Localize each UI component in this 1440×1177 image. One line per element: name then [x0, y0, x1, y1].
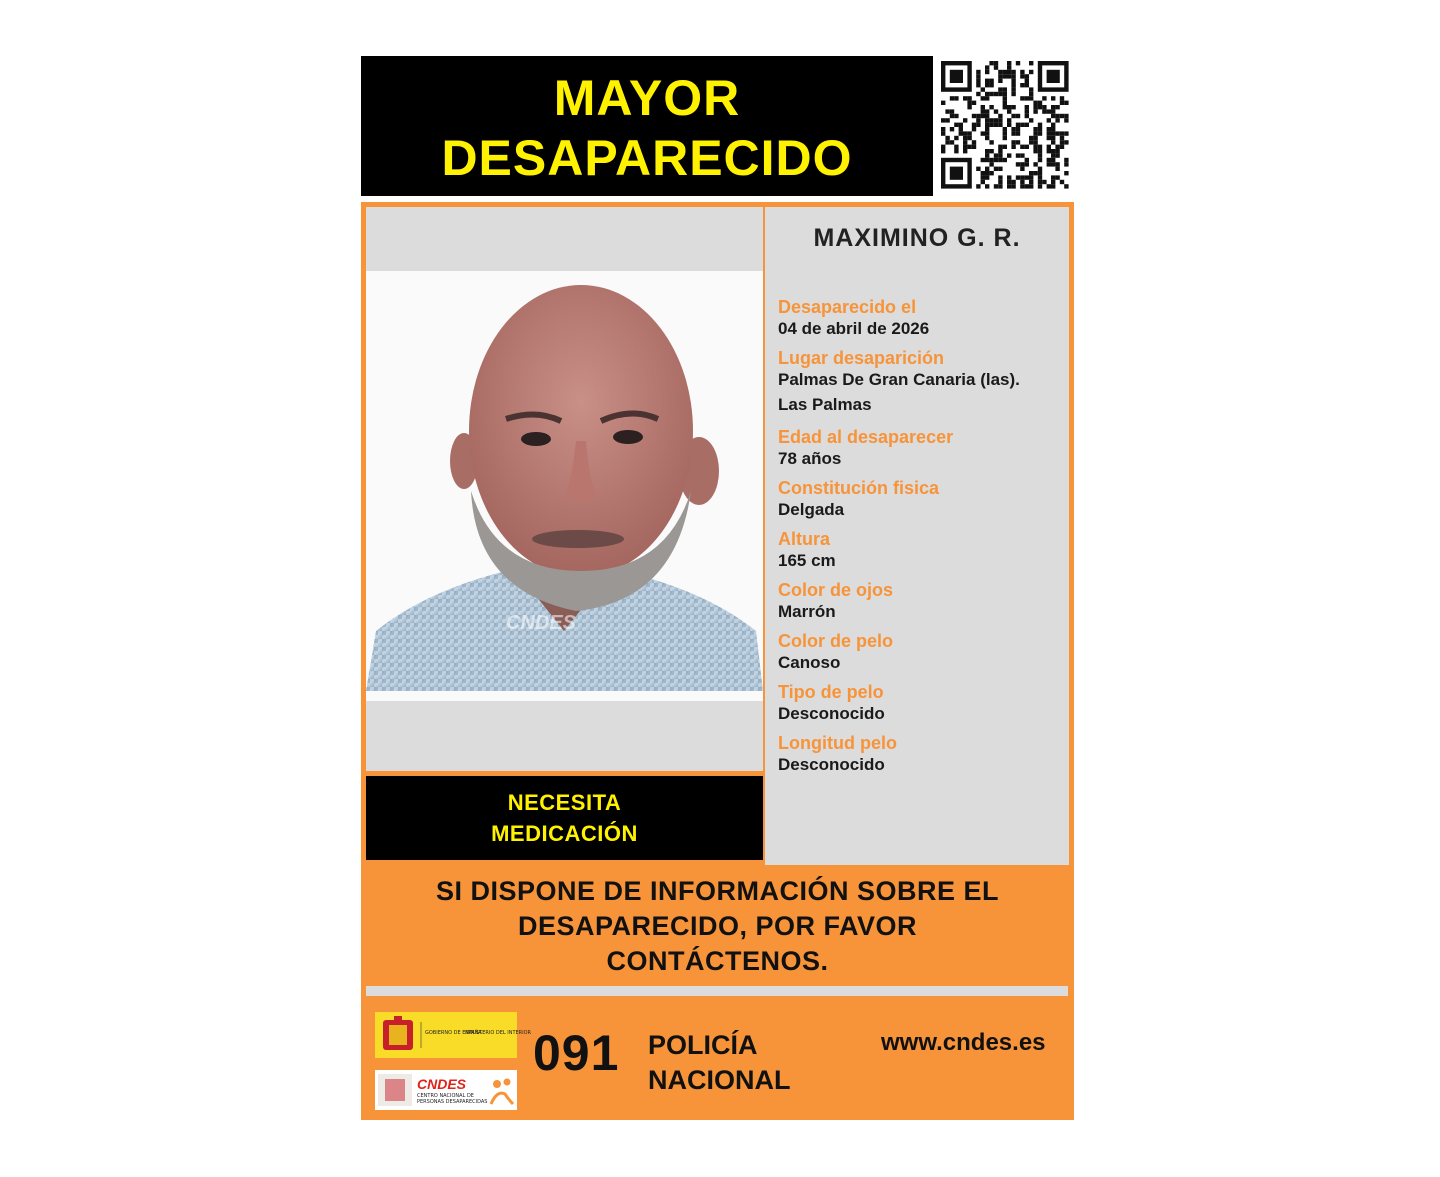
person-name: MAXIMINO G. R. — [813, 224, 1021, 252]
field-label: Altura — [778, 529, 831, 549]
field-missing-place — [778, 348, 1068, 419]
qr-code-icon[interactable] — [936, 56, 1074, 196]
field-label: Lugar desaparición — [778, 348, 945, 368]
poster-body-frame — [361, 202, 1074, 1120]
gov-logo-text-1: GOBIERNO DE ESPAÑA — [425, 1030, 482, 1036]
phone-number[interactable]: 091 — [533, 1025, 620, 1081]
cta-line-1: SI DISPONE DE INFORMACIÓN SOBRE EL — [435, 876, 1000, 906]
field-eye-color — [778, 580, 1068, 623]
field-label: Color de ojos — [778, 580, 894, 600]
police-line-1: POLICÍA — [648, 1030, 758, 1060]
field-value: Delgada — [778, 500, 845, 519]
photo-watermark: CNDES — [506, 612, 577, 634]
field-value: Canoso — [778, 653, 841, 672]
divider — [366, 986, 1068, 996]
field-label: Color de pelo — [778, 631, 894, 651]
website-link[interactable]: www.cndes.es — [881, 1029, 1046, 1056]
missing-person-poster — [361, 56, 1074, 1120]
cndes-logo-icon — [375, 1070, 517, 1110]
title-line-2: DESAPARECIDO — [441, 130, 853, 186]
field-value: 78 años — [778, 449, 842, 468]
field-age — [778, 427, 1068, 470]
field-label: Desaparecido el — [778, 297, 917, 317]
cndes-logo-sub-1: CENTRO NACIONAL DE — [417, 1093, 474, 1099]
cndes-logo-sub-2: PERSONAS DESAPARECIDAS — [417, 1099, 488, 1105]
field-value: 04 de abril de 2026 — [778, 319, 930, 338]
government-logo — [375, 1012, 532, 1058]
spain-coat-of-arms-icon — [383, 1016, 413, 1050]
field-value: Desconocido — [778, 755, 885, 774]
field-label: Tipo de pelo — [778, 682, 884, 702]
field-hair-length — [778, 733, 1068, 776]
details-list — [778, 297, 1068, 784]
title-line-1: MAYOR — [553, 70, 741, 126]
cndes-logo-name: CNDES — [417, 1076, 467, 1092]
police-name — [648, 1028, 791, 1098]
cta-line-3: CONTÁCTENOS. — [606, 946, 829, 976]
field-value: Marrón — [778, 602, 836, 621]
info-panel — [765, 207, 1069, 865]
field-label: Edad al desaparecer — [778, 427, 954, 447]
field-hair-type — [778, 682, 1068, 725]
field-height — [778, 529, 1068, 572]
field-label: Constitución fisica — [778, 478, 940, 498]
field-value: Desconocido — [778, 704, 885, 723]
contact-request — [361, 874, 1074, 979]
photo-panel — [366, 207, 763, 771]
cta-line-2: DESAPARECIDO, POR FAVOR — [517, 911, 918, 941]
poster-header — [361, 56, 933, 196]
field-value: Palmas De Gran Canaria (las). — [778, 370, 1020, 389]
field-value-secondary: Las Palmas — [778, 395, 872, 414]
field-value: 165 cm — [778, 551, 836, 570]
field-missing-date — [778, 297, 1068, 340]
medication-line-1: NECESITA — [507, 790, 622, 815]
police-line-2: NACIONAL — [648, 1065, 791, 1095]
medication-line-2: MEDICACIÓN — [491, 821, 638, 846]
poster-title — [361, 68, 933, 188]
field-hair-color — [778, 631, 1068, 674]
field-label: Longitud pelo — [778, 733, 897, 753]
person-photo — [366, 271, 763, 701]
field-build — [778, 478, 1068, 521]
gov-logo-text-2: MINISTERIO DEL INTERIOR — [465, 1030, 532, 1036]
medication-alert — [366, 776, 763, 860]
